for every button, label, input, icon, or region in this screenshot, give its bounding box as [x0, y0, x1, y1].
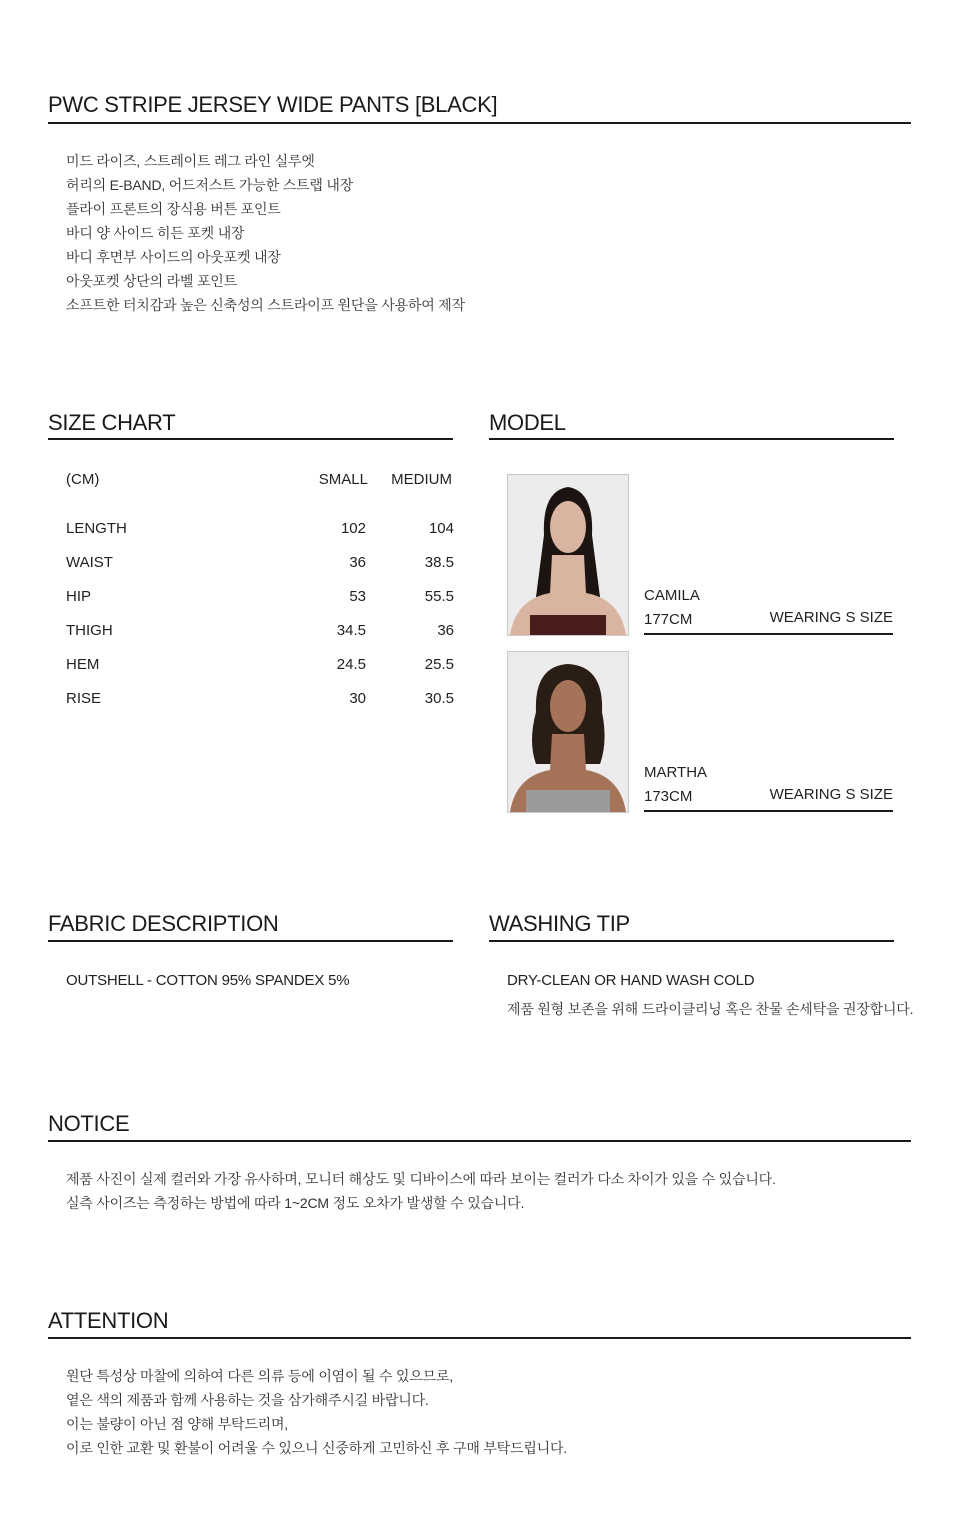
- model-wearing-size: WEARING S SIZE: [769, 609, 893, 626]
- table-row: [66, 653, 454, 677]
- attention-line: 옅은 색의 제품과 함께 사용하는 것을 삼가해주시길 바랍니다.: [66, 1392, 429, 1408]
- model-wearing-size: WEARING S SIZE: [769, 786, 893, 803]
- model-photo: [507, 474, 629, 636]
- model-divider: [644, 633, 893, 635]
- model-portrait: [508, 652, 628, 812]
- measure-label: LENGTH: [66, 520, 127, 537]
- feature-item: 바디 후면부 사이드의 아웃포켓 내장: [66, 249, 281, 265]
- attention-heading: ATTENTION: [48, 1308, 169, 1333]
- medium-value: 36: [437, 622, 454, 639]
- model-height: 173CM: [644, 788, 693, 805]
- washing-instruction-kr: 제품 원형 보존을 위해 드라이클리닝 혹은 찬물 손세탁을 권장합니다.: [507, 1001, 914, 1017]
- model-name: MARTHA: [644, 764, 708, 781]
- attention-line: 원단 특성상 마찰에 의하여 다른 의류 등에 이염이 될 수 있으므로,: [66, 1368, 454, 1384]
- fabric-composition: OUTSHELL - COTTON 95% SPANDEX 5%: [66, 972, 350, 989]
- fabric-divider: [48, 940, 453, 942]
- medium-value: 104: [428, 520, 454, 537]
- measure-label: HEM: [66, 656, 100, 673]
- feature-item: 미드 라이즈, 스트레이트 레그 라인 실루엣: [66, 153, 315, 169]
- model-divider: [644, 810, 893, 812]
- size-chart-divider: [48, 438, 453, 440]
- table-row: [66, 551, 454, 575]
- measure-label: WAIST: [66, 554, 113, 571]
- notice-divider: [48, 1140, 911, 1142]
- small-value: 34.5: [336, 622, 366, 639]
- small-value: 24.5: [336, 656, 366, 673]
- model-portrait: [508, 475, 628, 635]
- table-row: [66, 687, 454, 711]
- medium-value: 55.5: [424, 588, 454, 605]
- table-row: [66, 517, 454, 541]
- model-photo: [507, 651, 629, 813]
- medium-value: 25.5: [424, 656, 454, 673]
- feature-list: [66, 149, 465, 317]
- measure-label: HIP: [66, 588, 92, 605]
- product-title: PWC STRIPE JERSEY WIDE PANTS [BLACK]: [48, 92, 498, 117]
- notice-text: [66, 1167, 776, 1215]
- notice-line: 제품 사진이 실제 컬러와 가장 유사하며, 모니터 해상도 및 디바이스에 따라 보이는 컬러가 다소 차이가 있을 수 있습니다.: [66, 1171, 776, 1187]
- washing-instruction: DRY-CLEAN OR HAND WASH COLD: [507, 972, 755, 989]
- feature-item: 바디 양 사이드 히든 포켓 내장: [66, 225, 245, 241]
- title-divider: [48, 122, 911, 124]
- medium-value: 38.5: [424, 554, 454, 571]
- model-heading: MODEL: [489, 410, 566, 435]
- small-value: 36: [349, 554, 366, 571]
- small-value: 102: [340, 520, 366, 537]
- attention-text: [66, 1364, 567, 1460]
- table-row: [66, 619, 454, 643]
- measure-label: RISE: [66, 690, 102, 707]
- attention-line: 이는 불량이 아닌 점 양해 부탁드리며,: [66, 1416, 288, 1432]
- attention-divider: [48, 1337, 911, 1339]
- model-divider: [489, 438, 894, 440]
- table-row: [66, 585, 454, 609]
- feature-item: 소프트한 터치감과 높은 신축성의 스트라이프 원단을 사용하여 제작: [66, 297, 465, 313]
- feature-item: 허리의 E-BAND, 어드저스트 가능한 스트랩 내장: [66, 177, 354, 193]
- feature-item: 아웃포켓 상단의 라벨 포인트: [66, 273, 237, 289]
- medium-value: 30.5: [424, 690, 454, 707]
- notice-line: 실측 사이즈는 측정하는 방법에 따라 1~2CM 정도 오차가 발생할 수 있습니다.: [66, 1195, 525, 1211]
- size-chart-table: [66, 468, 454, 718]
- feature-item: 플라이 프론트의 장식용 버튼 포인트: [66, 201, 281, 217]
- column-header-medium: MEDIUM: [391, 471, 452, 488]
- size-chart-heading: SIZE CHART: [48, 410, 176, 435]
- washing-heading: WASHING TIP: [489, 911, 630, 936]
- washing-divider: [489, 940, 894, 942]
- model-name: CAMILA: [644, 587, 700, 604]
- notice-heading: NOTICE: [48, 1111, 130, 1136]
- small-value: 53: [349, 588, 366, 605]
- column-header-small: SMALL: [318, 471, 368, 488]
- measure-label: THIGH: [66, 622, 113, 639]
- size-chart-header-row: [66, 468, 454, 492]
- attention-line: 이로 인한 교환 및 환불이 어려울 수 있으니 신중하게 고민하신 후 구매 부탁드립니다.: [66, 1440, 567, 1456]
- small-value: 30: [349, 690, 366, 707]
- fabric-heading: FABRIC DESCRIPTION: [48, 911, 279, 936]
- model-height: 177CM: [644, 611, 693, 628]
- unit-label: (CM): [66, 471, 100, 488]
